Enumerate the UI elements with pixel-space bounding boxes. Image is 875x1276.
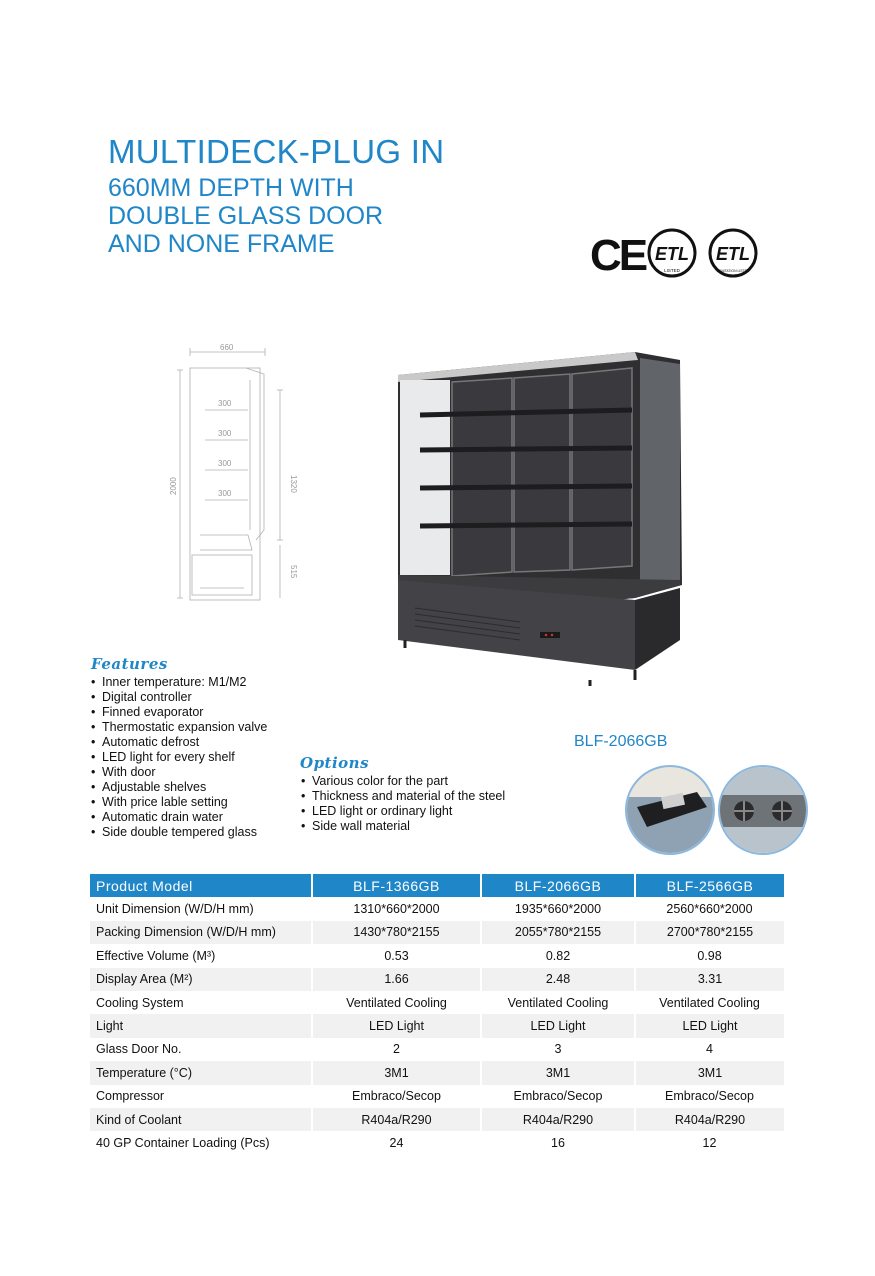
row-label: Unit Dimension (W/D/H mm)	[96, 902, 254, 917]
spec-table	[90, 874, 784, 1155]
table-cell: R404a/R290	[481, 1108, 635, 1131]
row-label: 40 GP Container Loading (Pcs)	[96, 1135, 270, 1150]
table-row	[90, 1014, 784, 1037]
table-cell: R404a/R290	[635, 1108, 784, 1131]
feature-item: • LED light for every shelf	[91, 750, 267, 765]
feature-item: • Adjustable shelves	[91, 780, 267, 795]
table-cell: 3M1	[635, 1061, 784, 1084]
option-item: • Thickness and material of the steel	[301, 789, 505, 804]
shelf-depth-label: 300	[218, 489, 232, 498]
table-cell: 16	[551, 1135, 565, 1150]
etl-sanitation-listed-icon	[710, 230, 756, 276]
table-cell: Embraco/Secop	[665, 1089, 754, 1104]
table-cell: 2055*780*2155	[481, 921, 635, 944]
table-cell: 2	[393, 1042, 400, 1057]
table-row	[90, 1061, 784, 1084]
row-label: Temperature (°C)	[90, 1061, 312, 1084]
svg-text:ETL: ETL	[655, 244, 689, 264]
row-label: Effective Volume (M³)	[96, 948, 216, 963]
table-cell: 2.48	[481, 968, 635, 991]
table-row	[90, 1038, 784, 1061]
option-item: • LED light or ordinary light	[301, 804, 505, 819]
options-list	[301, 774, 505, 834]
table-cell: R404a/R290	[312, 1108, 481, 1131]
page-subtitle	[108, 174, 383, 258]
table-cell: 2560*660*2000	[666, 902, 753, 917]
display-height-label: 1320	[289, 475, 298, 493]
table-cell: Ventilated Cooling	[346, 995, 447, 1010]
feature-item: • Digital controller	[91, 690, 267, 705]
table-cell: Embraco/Secop	[352, 1089, 441, 1104]
row-label: Display Area (M²)	[90, 968, 312, 991]
column-header: Product Model	[90, 874, 312, 897]
feature-item: • Finned evaporator	[91, 705, 267, 720]
product-caption: BLF-2066GB	[574, 733, 668, 750]
feature-item: • With price lable setting	[91, 795, 267, 810]
table-cell: 0.82	[545, 948, 571, 963]
option-item: • Side wall material	[301, 819, 505, 834]
svg-text:ETL: ETL	[716, 244, 750, 264]
feature-item: • Inner temperature: M1/M2	[91, 675, 267, 690]
table-cell: 0.53	[384, 948, 409, 963]
table-row	[90, 1131, 784, 1154]
subtitle-line: 660MM DEPTH WITH	[108, 174, 354, 202]
option-item: • Various color for the part	[301, 774, 505, 789]
feature-item: • Automatic defrost	[91, 735, 267, 750]
table-cell: 0.98	[697, 948, 722, 963]
table-row	[90, 968, 784, 991]
ce-mark-icon: CE	[590, 231, 646, 278]
table-cell: Ventilated Cooling	[659, 995, 760, 1010]
table-cell: 3	[554, 1042, 562, 1057]
table-row	[90, 897, 784, 920]
table-row	[90, 991, 784, 1014]
svg-text:SANITATION LISTED: SANITATION LISTED	[716, 269, 750, 273]
column-header: BLF-2566GB	[635, 874, 784, 897]
shelf-depth-label: 300	[218, 399, 232, 408]
table-cell: 1.66	[312, 968, 481, 991]
options-heading: Options	[300, 754, 370, 772]
table-cell: LED Light	[312, 1014, 481, 1037]
table-cell: 1430*780*2155	[312, 921, 481, 944]
side-view-drawing	[160, 340, 310, 610]
table-row	[90, 944, 784, 967]
shelf-depth-label: 300	[218, 459, 232, 468]
table-cell: 2700*780*2155	[635, 921, 784, 944]
product-photo	[380, 340, 700, 702]
total-height-label: 2000	[169, 477, 178, 495]
table-cell: 3M1	[481, 1061, 635, 1084]
table-row	[90, 921, 784, 944]
feature-item: • Automatic drain water	[91, 810, 267, 825]
feature-item: • With door	[91, 765, 267, 780]
column-header: BLF-1366GB	[312, 874, 481, 897]
row-label: Cooling System	[96, 995, 184, 1010]
table-cell: 3M1	[312, 1061, 481, 1084]
table-cell: 3.31	[635, 968, 784, 991]
table-cell: Embraco/Secop	[513, 1089, 603, 1104]
table-cell: Ventilated Cooling	[507, 995, 609, 1010]
detail-image-fans	[718, 765, 808, 855]
etl-listed-icon	[649, 230, 695, 276]
base-height-label: 515	[289, 565, 298, 579]
table-cell: LED Light	[635, 1014, 784, 1037]
table-cell: 1310*660*2000	[353, 902, 440, 917]
row-label: Light	[90, 1014, 312, 1037]
table-cell: LED Light	[481, 1014, 635, 1037]
table-row	[90, 1108, 784, 1131]
table-cell: 1935*660*2000	[514, 902, 602, 917]
detail-image-light	[625, 765, 715, 855]
features-list	[91, 675, 267, 840]
row-label: Compressor	[96, 1089, 165, 1104]
subtitle-line: AND NONE FRAME	[108, 230, 335, 258]
feature-item: • Side double tempered glass	[91, 825, 267, 840]
certification-logos	[590, 228, 760, 278]
features-heading: Features	[91, 655, 168, 673]
depth-label: 660	[220, 343, 234, 352]
shelf-depth-label: 300	[218, 429, 232, 438]
svg-text:LISTED: LISTED	[664, 268, 680, 273]
table-cell: 12	[702, 1135, 717, 1150]
feature-item: • Thermostatic expansion valve	[91, 720, 267, 735]
table-header-row	[90, 874, 784, 897]
subtitle-line: DOUBLE GLASS DOOR	[108, 202, 384, 230]
page-title: MULTIDECK-PLUG IN	[108, 133, 445, 170]
row-label: Packing Dimension (W/D/H mm)	[90, 921, 312, 944]
table-row	[90, 1085, 784, 1108]
table-cell: 24	[389, 1135, 404, 1150]
table-cell: 4	[706, 1042, 713, 1057]
row-label: Kind of Coolant	[90, 1108, 312, 1131]
column-header: BLF-2066GB	[481, 874, 635, 897]
row-label: Glass Door No.	[96, 1042, 182, 1057]
